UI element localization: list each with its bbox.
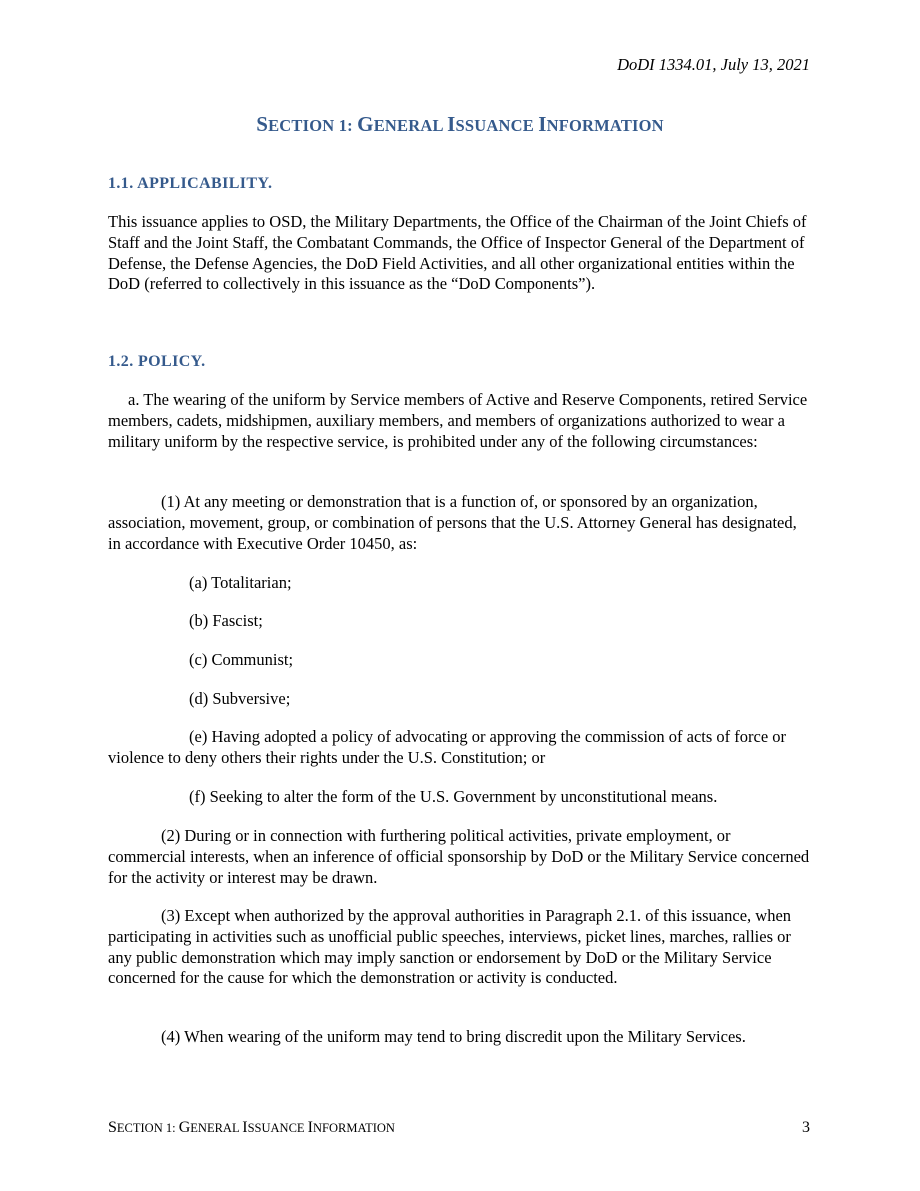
list-item-a: (a) Totalitarian; (189, 573, 292, 592)
footer-rest-issuance: SSUANCE (247, 1121, 308, 1135)
title-cap-i: I (447, 112, 456, 136)
footer-cap-in: I (307, 1119, 313, 1136)
page-number: 3 (802, 1119, 810, 1136)
title-rest-information: NFORMATION (546, 116, 664, 135)
list-item-e: (e) Having adopted a policy of advocating or approving the commission of acts of force or violence to deny others their rights under the U.S. Constitution; or (108, 727, 787, 767)
title-rest-section: ECTION 1: (268, 116, 358, 135)
section-title (0, 112, 920, 137)
policy-subparagraph-2: (2) During or in connection with furthering political activities, private employment, or commercial interests, when an inference of official sponsorship by DoD or the Military Service concerned for the activity or interest may be drawn. (108, 826, 810, 887)
list-item-b: (b) Fascist; (189, 611, 263, 630)
applicability-heading: 1.1. APPLICABILITY. (108, 175, 273, 192)
footer-rest-information: NFORMATION (313, 1121, 395, 1135)
list-item-d: (d) Subversive; (189, 689, 291, 708)
footer-rest-general: ENERAL (190, 1121, 243, 1135)
policy-subparagraph-1: (1) At any meeting or demonstration that is a function of, or sponsored by an organization, association, movement, group, or combination of persons that the U.S. Attorney General has designated, in accordance with Executive Order 10450, as: (108, 492, 797, 553)
running-header: DoDI 1334.01, July 13, 2021 (617, 55, 810, 74)
footer-cap-s: S (108, 1119, 117, 1136)
title-rest-general: ENERAL (373, 116, 448, 135)
list-item-c: (c) Communist; (189, 650, 294, 669)
applicability-text: This issuance applies to OSD, the Military Departments, the Office of the Chairman of the Joint Chiefs of Staff and the Joint Staff, the Combatant Commands, the Office of Inspector General of the Department of Defense, the Defense Agencies, the DoD Field Activities, and all other organizational entities within the DoD (referred to collectively in this issuance as the “DoD Components”). (108, 212, 807, 294)
title-cap-g: G (357, 112, 374, 136)
list-item-f: (f) Seeking to alter the form of the U.S. Government by unconstitutional means. (189, 787, 718, 806)
policy-subparagraph-3: (3) Except when authorized by the approval authorities in Paragraph 2.1. of this issuance, when participating in activities such as unofficial public speeches, interviews, picket lines, marches, rallies or any public demonstration which may imply sanction or endorsement by DoD or the Military Service concerned for the cause for which the demonstration or activity is conducted. (108, 906, 792, 988)
policy-subparagraph-4: (4) When wearing of the uniform may tend to bring discredit upon the Military Services. (161, 1027, 746, 1046)
policy-heading: 1.2. POLICY. (108, 353, 206, 370)
footer-cap-g: G (178, 1119, 191, 1136)
title-cap-in: I (538, 112, 547, 136)
footer-cap-i: I (242, 1119, 248, 1136)
running-footer (108, 1119, 395, 1137)
policy-paragraph-a: a. The wearing of the uniform by Service members of Active and Reserve Components, retired Service members, cadets, midshipmen, auxiliary members, and members of organizations authorized to wear a military uniform by the respective service, is prohibited under any of the following circumstances: (108, 390, 808, 451)
title-cap-s: S (256, 112, 269, 136)
footer-rest-section: ECTION 1: (116, 1121, 179, 1135)
title-rest-issuance: SSUANCE (455, 116, 539, 135)
